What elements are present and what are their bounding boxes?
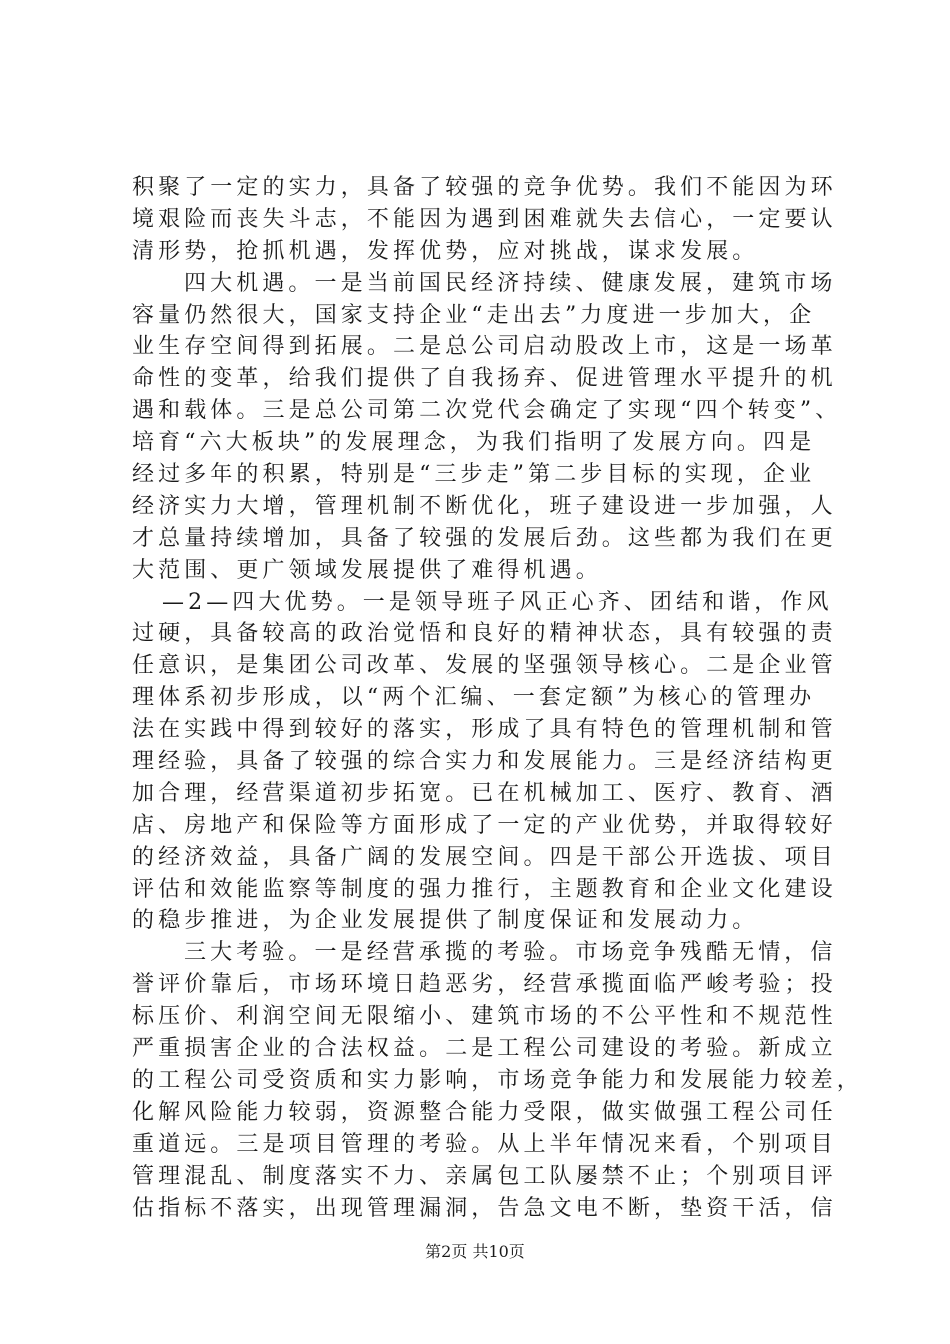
text-line: 的经济效益，具备广阔的发展空间。四是干部公开选拔、项目 [132, 844, 837, 870]
text-line: 大范围、更广领域发展提供了难得机遇。 [132, 557, 602, 583]
document-body [132, 172, 863, 1224]
text-line: 化解风险能力较弱，资源整合能力受限，做实做强工程公司任 [132, 1099, 837, 1125]
paragraph-start-line: —2—四大优势。一是领导班子风正心齐、团结和谐，作风 [162, 589, 833, 615]
text-line: 标压价、利润空间无限缩小、建筑市场的不公平性和不规范性 [132, 1004, 837, 1030]
text-line: 培育“六大板块”的发展理念，为我们指明了发展方向。四是 [132, 430, 816, 456]
text-line: 评估和效能监察等制度的强力推行，主题教育和企业文化建设 [132, 876, 837, 902]
text-line: 重道远。三是项目管理的考验。从上半年情况来看，个别项目 [132, 1131, 837, 1157]
text-line: 估指标不落实，出现管理漏洞，告急文电不断，垫资干活，信 [132, 1195, 837, 1221]
paragraph-start-line: 三大考验。一是经营承揽的考验。市场竞争残酷无情，信 [184, 940, 837, 966]
text-line: 管理混乱、制度落实不力、亲属包工队屡禁不止；个别项目评 [132, 1163, 837, 1189]
text-line: 业生存空间得到拓展。二是总公司启动股改上市，这是一场革 [132, 334, 837, 360]
text-line: 加合理，经营渠道初步拓宽。已在机械加工、医疗、教育、酒 [132, 780, 837, 806]
text-line: 严重损害企业的合法权益。二是工程公司建设的考验。新成立 [132, 1036, 837, 1062]
text-line: 境艰险而丧失斗志，不能因为遇到困难就失去信心，一定要认 [132, 206, 837, 232]
text-line: 誉评价靠后，市场环境日趋恶劣，经营承揽面临严峻考验；投 [132, 972, 837, 998]
text-line: 的稳步推进，为企业发展提供了制度保证和发展动力。 [132, 908, 759, 934]
text-line: 经济实力大增，管理机制不断优化，班子建设进一步加强，人 [132, 493, 837, 519]
text-line: 才总量持续增加，具备了较强的发展后劲。这些都为我们在更 [132, 525, 837, 551]
text-line: 积聚了一定的实力，具备了较强的竞争优势。我们不能因为环 [132, 175, 837, 200]
text-line: 理体系初步形成，以“两个汇编、一套定额”为核心的管理办 [132, 685, 816, 711]
text-line: 命性的变革，给我们提供了自我扬弃、促进管理水平提升的机 [132, 366, 837, 392]
text-line: 店、房地产和保险等方面形成了一定的产业优势，并取得较好 [132, 812, 837, 838]
text-line: 遇和载体。三是总公司第二次党代会确定了实现“四个转变”、 [132, 398, 842, 424]
text-line: 过硬，具备较高的政治觉悟和良好的精神状态，具有较强的责 [132, 621, 837, 647]
page-footer: 第2页 共10页 [425, 1242, 525, 1261]
text-line: 经过多年的积累，特别是“三步走”第二步目标的实现，企业 [132, 462, 816, 488]
text-line: 法在实践中得到较好的落实，形成了具有特色的管理机制和管 [132, 717, 837, 743]
text-line: 理经验，具备了较强的综合实力和发展能力。三是经济结构更 [132, 749, 837, 775]
text-line: 的工程公司受资质和实力影响，市场竞争能力和发展能力较差， [132, 1067, 863, 1093]
text-line: 清形势，抢抓机遇，发挥优势，应对挑战，谋求发展。 [132, 238, 759, 264]
text-line: 任意识，是集团公司改革、发展的坚强领导核心。二是企业管 [132, 653, 837, 679]
text-line: 容量仍然很大，国家支持企业“走出去”力度进一步加大，企 [132, 302, 816, 328]
paragraph-start-line: 四大机遇。一是当前国民经济持续、健康发展，建筑市场 [184, 270, 837, 296]
